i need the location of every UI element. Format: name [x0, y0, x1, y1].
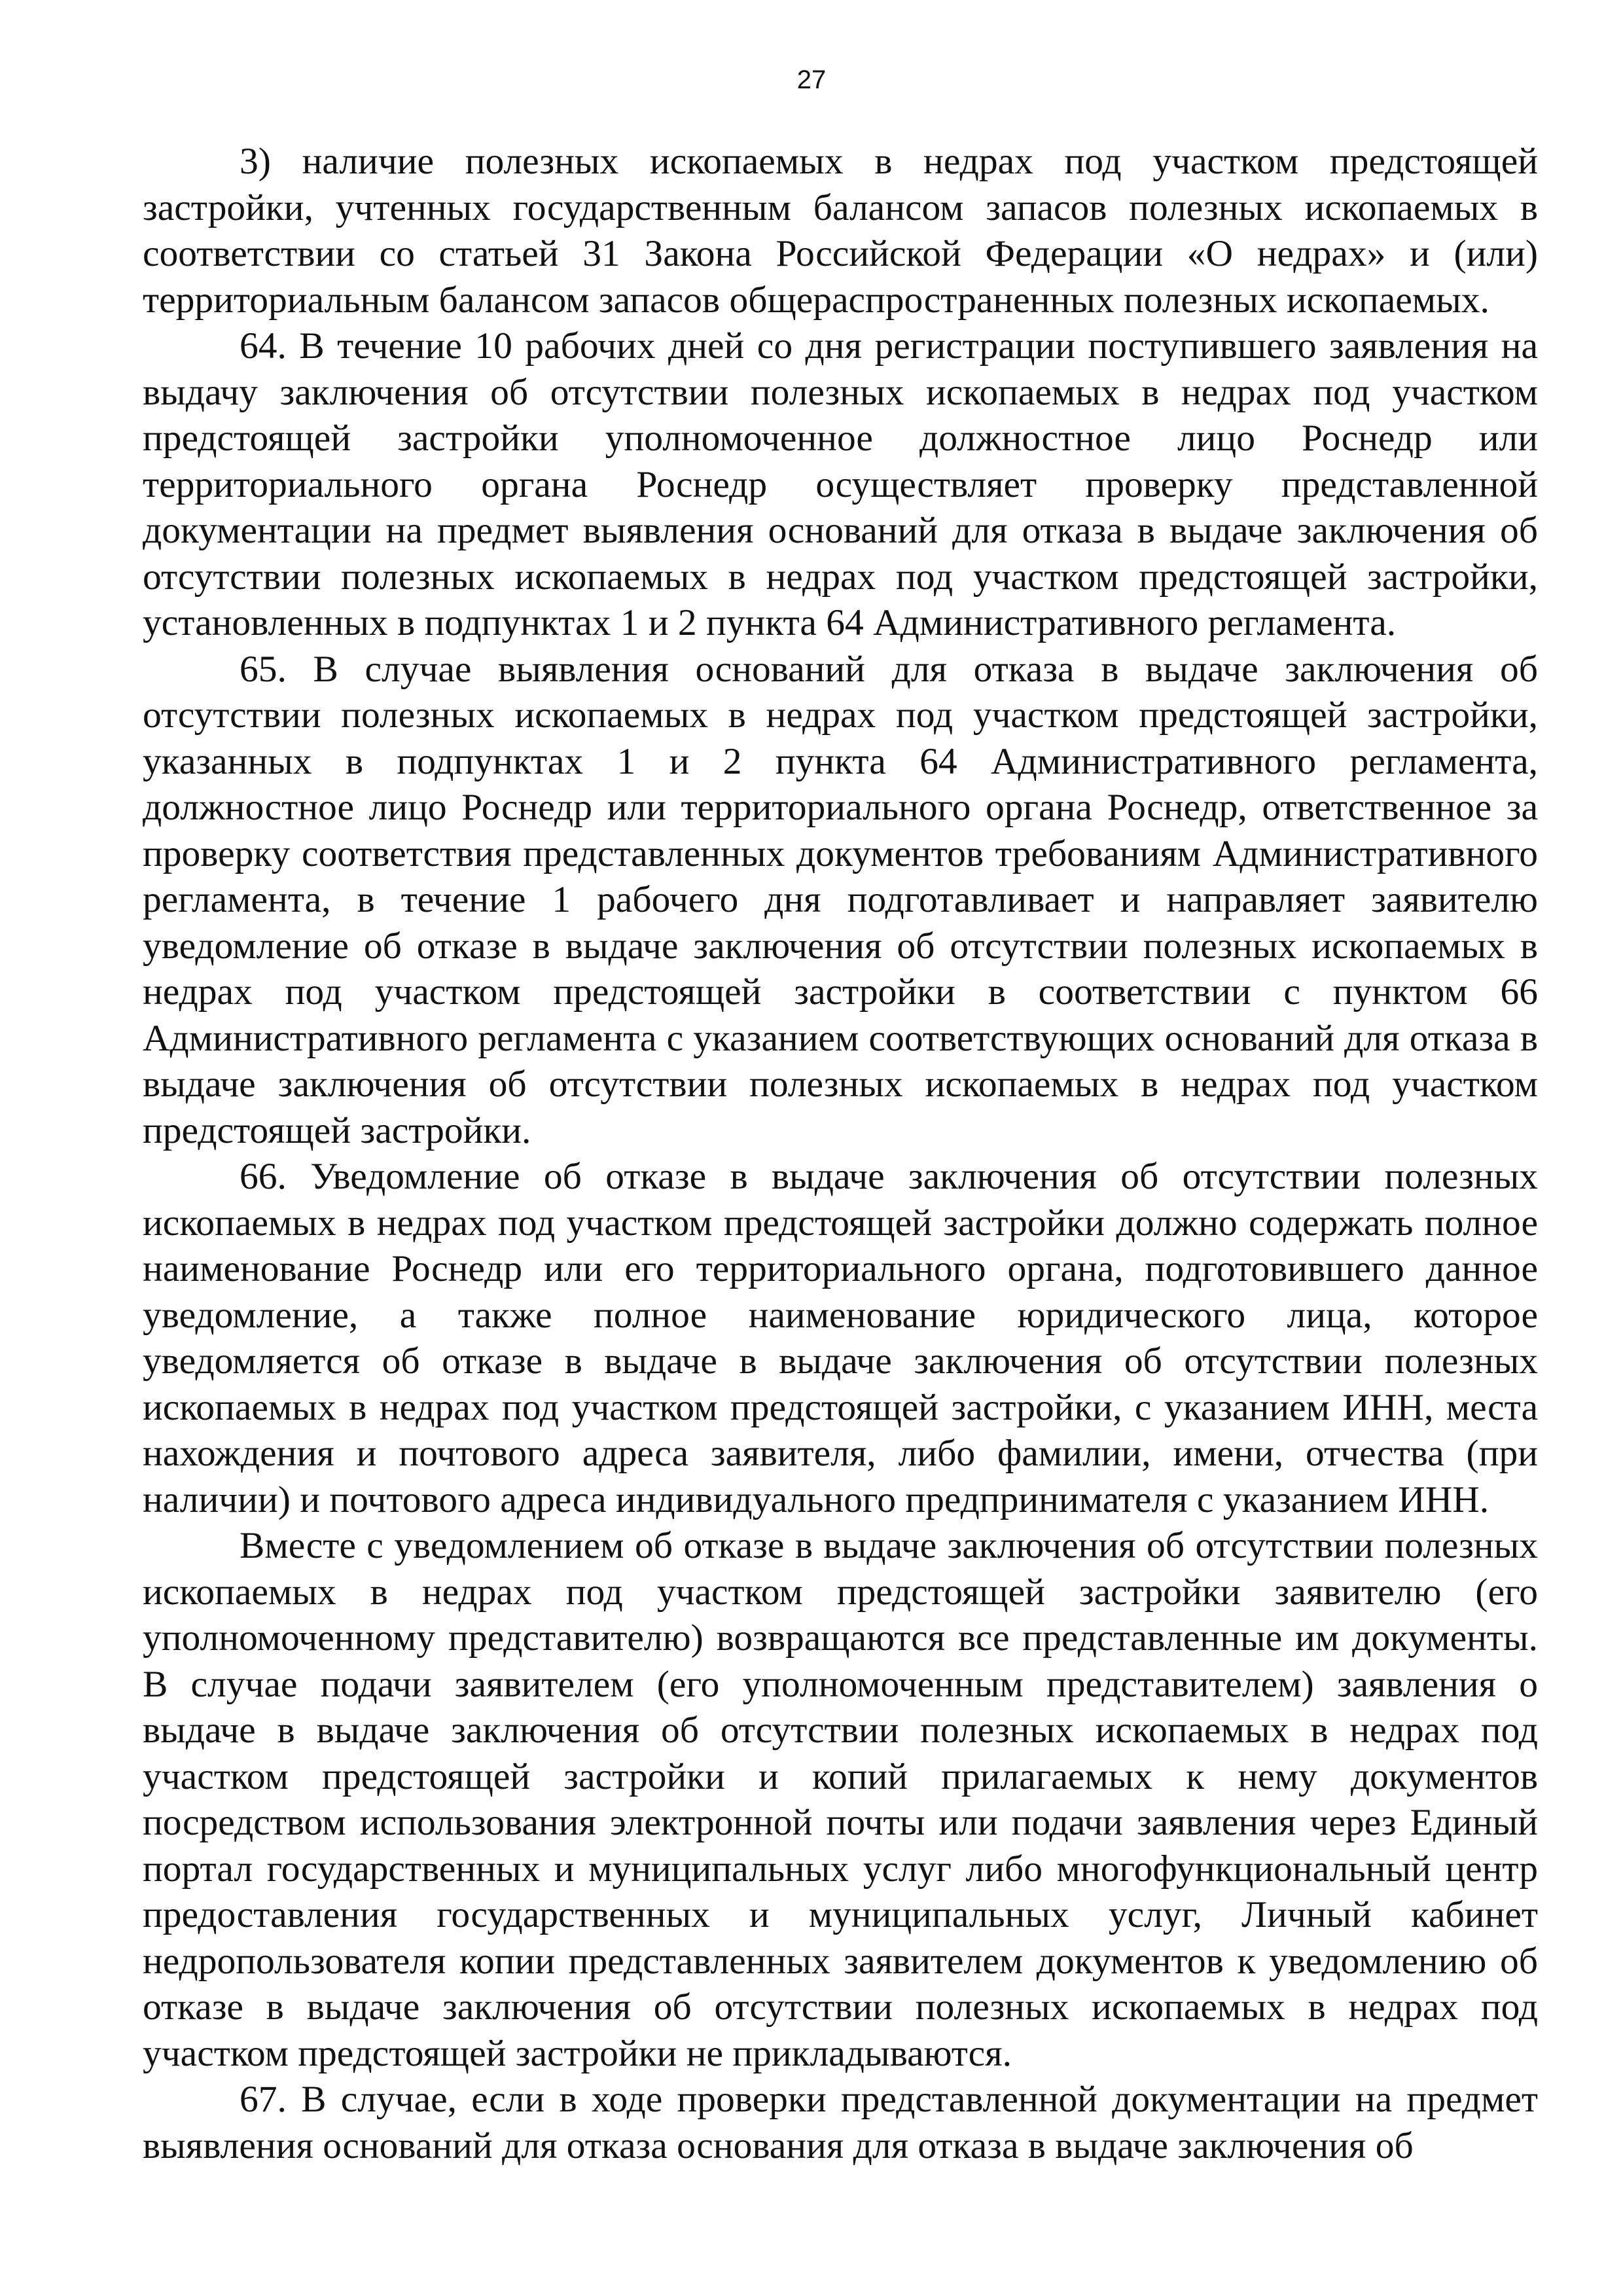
paragraph-67: 67. В случае, если в ходе проверки представленной документации на предмет выявления оснований для отказа основания для отказа в выдаче заключения об — [143, 2079, 1538, 2166]
document-body — [143, 139, 1538, 2169]
paragraph-64: 64. В течение 10 рабочих дней со дня регистрации поступившего заявления на выдачу заключения об отсутствии полезных ископаемых в недрах под участком предстоящей застройки уполномоченное должностное лицо Роснедр или территориального органа Роснедр осуществляет проверку представленной документации на предмет выявления оснований для отказа в выдаче заключения об отсутствии полезных ископаемых в недрах под участком предстоящей застройки, установленных в подпунктах 1 и 2 пункта 64 Административного регламента. — [143, 325, 1538, 643]
paragraph-66-continued: Вместе с уведомлением об отказе в выдаче заключения об отсутствии полезных ископаемых в недрах под участком предстоящей застройки заявителю (его уполномоченному представителю) возвращаются все представленные им документы. В случае подачи заявителем (его уполномоченным представителем) заявления о выдаче в выдаче заключения об отсутствии полезных ископаемых в недрах под участком предстоящей застройки и копий прилагаемых к нему документов посредством использования электронной почты или подачи заявления через Единый портал государственных и муниципальных услуг либо многофункциональный центр предоставления государственных и муниципальных услуг, Личный кабинет недропользователя копии представленных заявителем документов к уведомлению об отказе в выдаче заключения об отсутствии полезных ископаемых в недрах под участком предстоящей застройки не прикладываются. — [143, 1525, 1538, 2074]
paragraph-subitem-3: 3) наличие полезных ископаемых в недрах под участком предстоящей застройки, учтенных государственным балансом запасов полезных ископаемых в соответствии со статьей 31 Закона Российской Федерации «О недрах» и (или) территориальным балансом запасов общераспространенных полезных ископаемых. — [143, 141, 1538, 321]
page-number: 27 — [796, 65, 827, 94]
paragraph-65: 65. В случае выявления оснований для отказа в выдаче заключения об отсутствии полезных ископаемых в недрах под участком предстоящей застройки, указанных в подпунктах 1 и 2 пункта 64 Административного регламента, должностное лицо Роснедр или территориального органа Роснедр, ответственное за проверку соответствия представленных документов требованиям Административного регламента, в течение 1 рабочего дня подготавливает и направляет заявителю уведомление об отказе в выдаче заключения об отсутствии полезных ископаемых в недрах под участком предстоящей застройки в соответствии с пунктом 66 Административного регламента с указанием соответствующих оснований для отказа в выдаче заключения об отсутствии полезных ископаемых в недрах под участком предстоящей застройки. — [143, 648, 1538, 1151]
paragraph-66: 66. Уведомление об отказе в выдаче заключения об отсутствии полезных ископаемых в недрах под участком предстоящей застройки должно содержать полное наименование Роснедр или его территориального органа, подготовившего данное уведомление, а также полное наименование юридического лица, которое уведомляется об отказе в выдаче в выдаче заключения об отсутствии полезных ископаемых в недрах под участком предстоящей застройки, с указанием ИНН, места нахождения и почтового адреса заявителя, либо фамилии, имени, отчества (при наличии) и почтового адреса индивидуального предпринимателя с указанием ИНН. — [143, 1156, 1538, 1520]
